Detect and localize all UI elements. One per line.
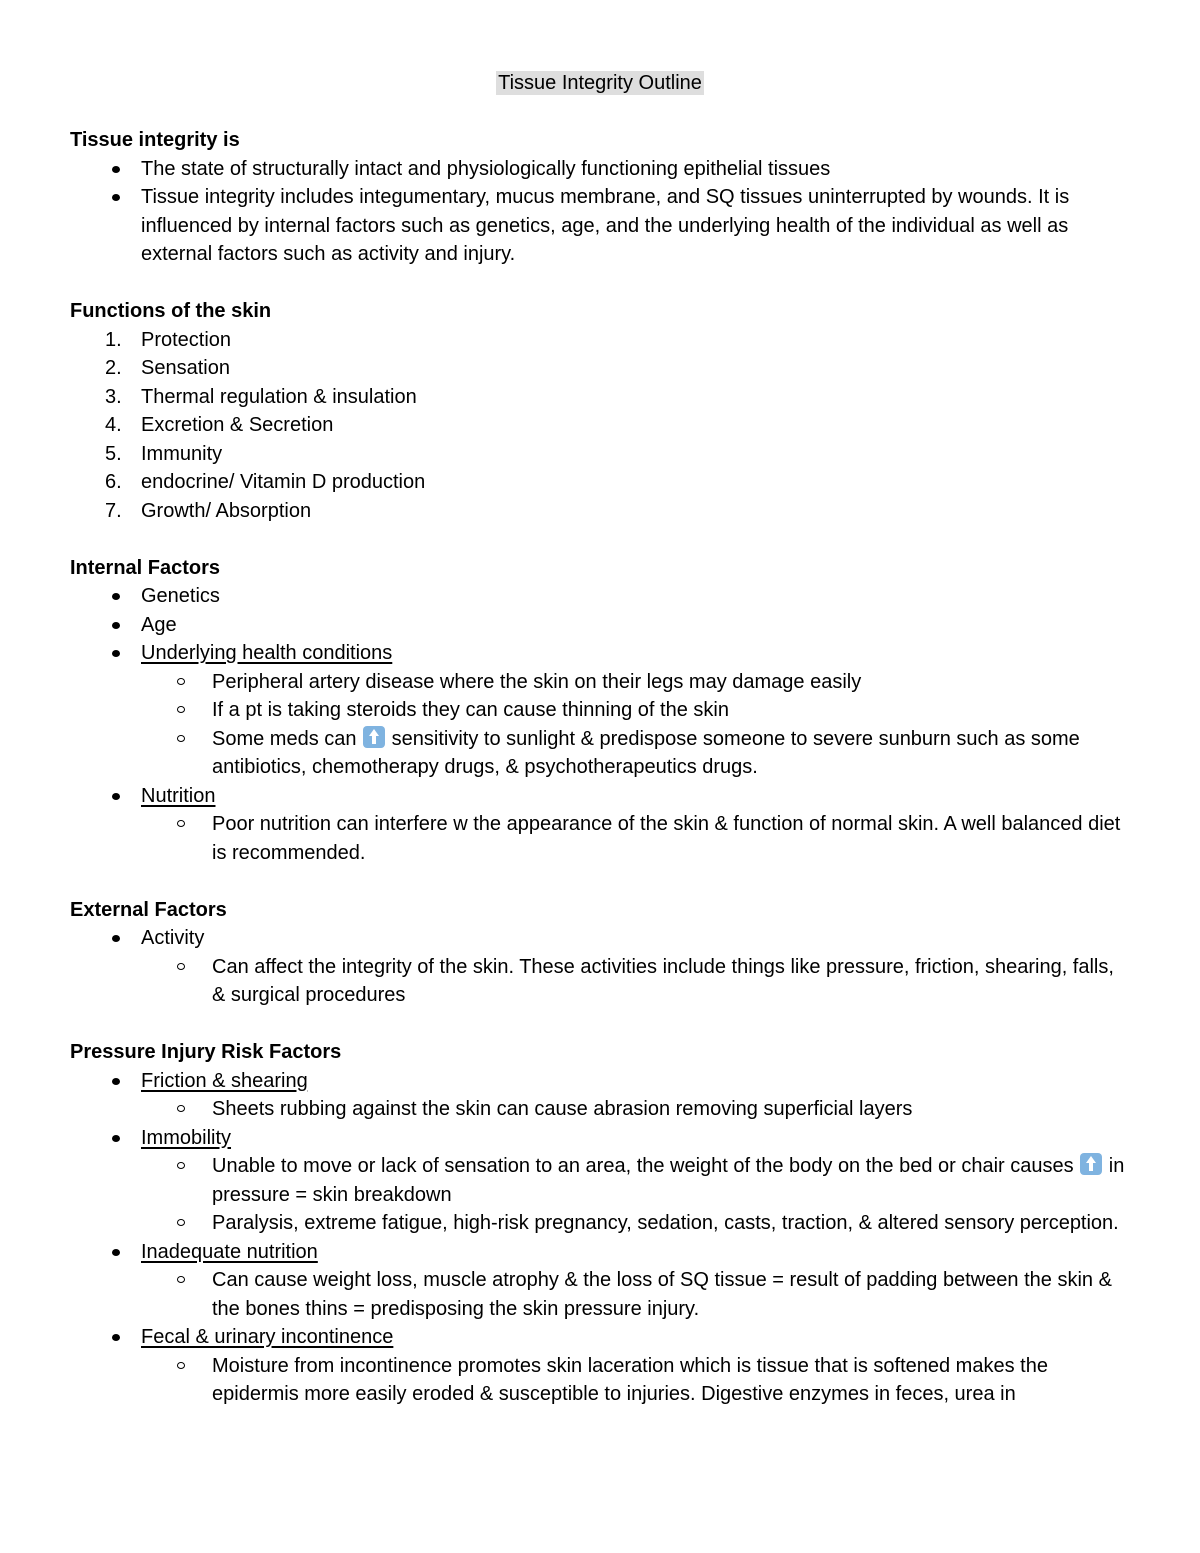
- list-item: Activity Can affect the integrity of the skin. These activities include things like pressure, friction, shearing, falls, & surgical procedures: [70, 924, 1130, 1010]
- section-external-factors: [70, 896, 1130, 1010]
- sub-list-item: Unable to move or lack of sensation to an area, the weight of the body on the bed or chair causes in pressure = skin breakdown: [70, 1152, 1130, 1209]
- list-item: Genetics: [70, 582, 1130, 611]
- subheading-underlined: Friction & shearing: [141, 1069, 308, 1092]
- sub-list-item: Can affect the integrity of the skin. These activities include things like pressure, friction, shearing, falls, & surgical procedures: [70, 953, 1130, 1010]
- section-tissue-integrity: [70, 126, 1130, 269]
- numbered-item: 6. endocrine/ Vitamin D production: [105, 471, 426, 493]
- section-functions: [70, 297, 1130, 525]
- numbered-item: 4. Excretion & Secretion: [105, 414, 334, 436]
- section-heading: Tissue integrity is: [70, 129, 240, 151]
- list-item: Tissue integrity includes integumentary, mucus membrane, and SQ tissues uninterrupted by wounds. It is influenced by internal factors such as genetics, age, and the underlying health of the individual as well as external factors such as activity and injury.: [70, 183, 1130, 269]
- list-item: [70, 782, 1130, 868]
- sub-list-item: If a pt is taking steroids they can cause thinning of the skin: [70, 696, 1130, 725]
- subheading-underlined: Underlying health conditions: [141, 642, 393, 664]
- section-internal-factors: [70, 554, 1130, 868]
- subheading-underlined: Nutrition: [141, 784, 216, 807]
- document-body: [70, 126, 1130, 1437]
- numbered-item: 2. Sensation: [105, 357, 230, 379]
- section-heading: Pressure Injury Risk Factors: [70, 1041, 342, 1063]
- sub-list-item: Peripheral artery disease where the skin on their legs may damage easily: [70, 668, 1130, 697]
- list-item: [70, 1124, 1130, 1238]
- sub-list-item: Some meds can sensitivity to sunlight & predispose someone to severe sunburn such as some antibiotics, chemotherapy drugs, & psychotherapeutics drugs.: [70, 725, 1130, 782]
- section-pressure-injury: [70, 1038, 1130, 1409]
- section-heading: Functions of the skin: [70, 300, 272, 322]
- list-item: [70, 1323, 1130, 1409]
- list-item: [70, 1067, 1130, 1124]
- sub-list-item: Moisture from incontinence promotes skin laceration which is tissue that is softened makes the epidermis more easily eroded & susceptible to injuries. Digestive enzymes in feces, urea in: [70, 1352, 1130, 1409]
- list-item: The state of structurally intact and physiologically functioning epithelial tissues: [70, 155, 1130, 184]
- subheading-underlined: Immobility: [141, 1126, 232, 1149]
- sub-list-item: Sheets rubbing against the skin can cause abrasion removing superficial layers: [70, 1095, 1130, 1124]
- subheading-underlined: Inadequate nutrition: [141, 1240, 318, 1263]
- list-item: [70, 1238, 1130, 1324]
- section-heading: External Factors: [70, 898, 227, 921]
- list-item: Age: [70, 611, 1130, 640]
- up-arrow-icon: [363, 726, 385, 748]
- numbered-item: 1. Protection: [105, 328, 232, 351]
- sub-list-item: Paralysis, extreme fatigue, high-risk pregnancy, sedation, casts, traction, & altered sensory perception.: [70, 1209, 1130, 1238]
- section-heading: Internal Factors: [70, 556, 221, 579]
- up-arrow-icon: [1080, 1153, 1102, 1175]
- numbered-item: 7. Growth/ Absorption: [105, 499, 312, 522]
- sub-list-item: Can cause weight loss, muscle atrophy & the loss of SQ tissue = result of padding between the skin & the bones thins = predisposing the skin pressure injury.: [70, 1266, 1130, 1323]
- numbered-item: 3. Thermal regulation & insulation: [105, 385, 417, 408]
- numbered-item: 5. Immunity: [105, 442, 223, 465]
- document-title: Tissue Integrity Outline: [498, 72, 702, 94]
- sub-list-item: Poor nutrition can interfere w the appearance of the skin & function of normal skin. A well balanced diet is recommended.: [70, 810, 1130, 867]
- subheading-underlined: Fecal & urinary incontinence: [141, 1326, 394, 1348]
- list-item: [70, 639, 1130, 782]
